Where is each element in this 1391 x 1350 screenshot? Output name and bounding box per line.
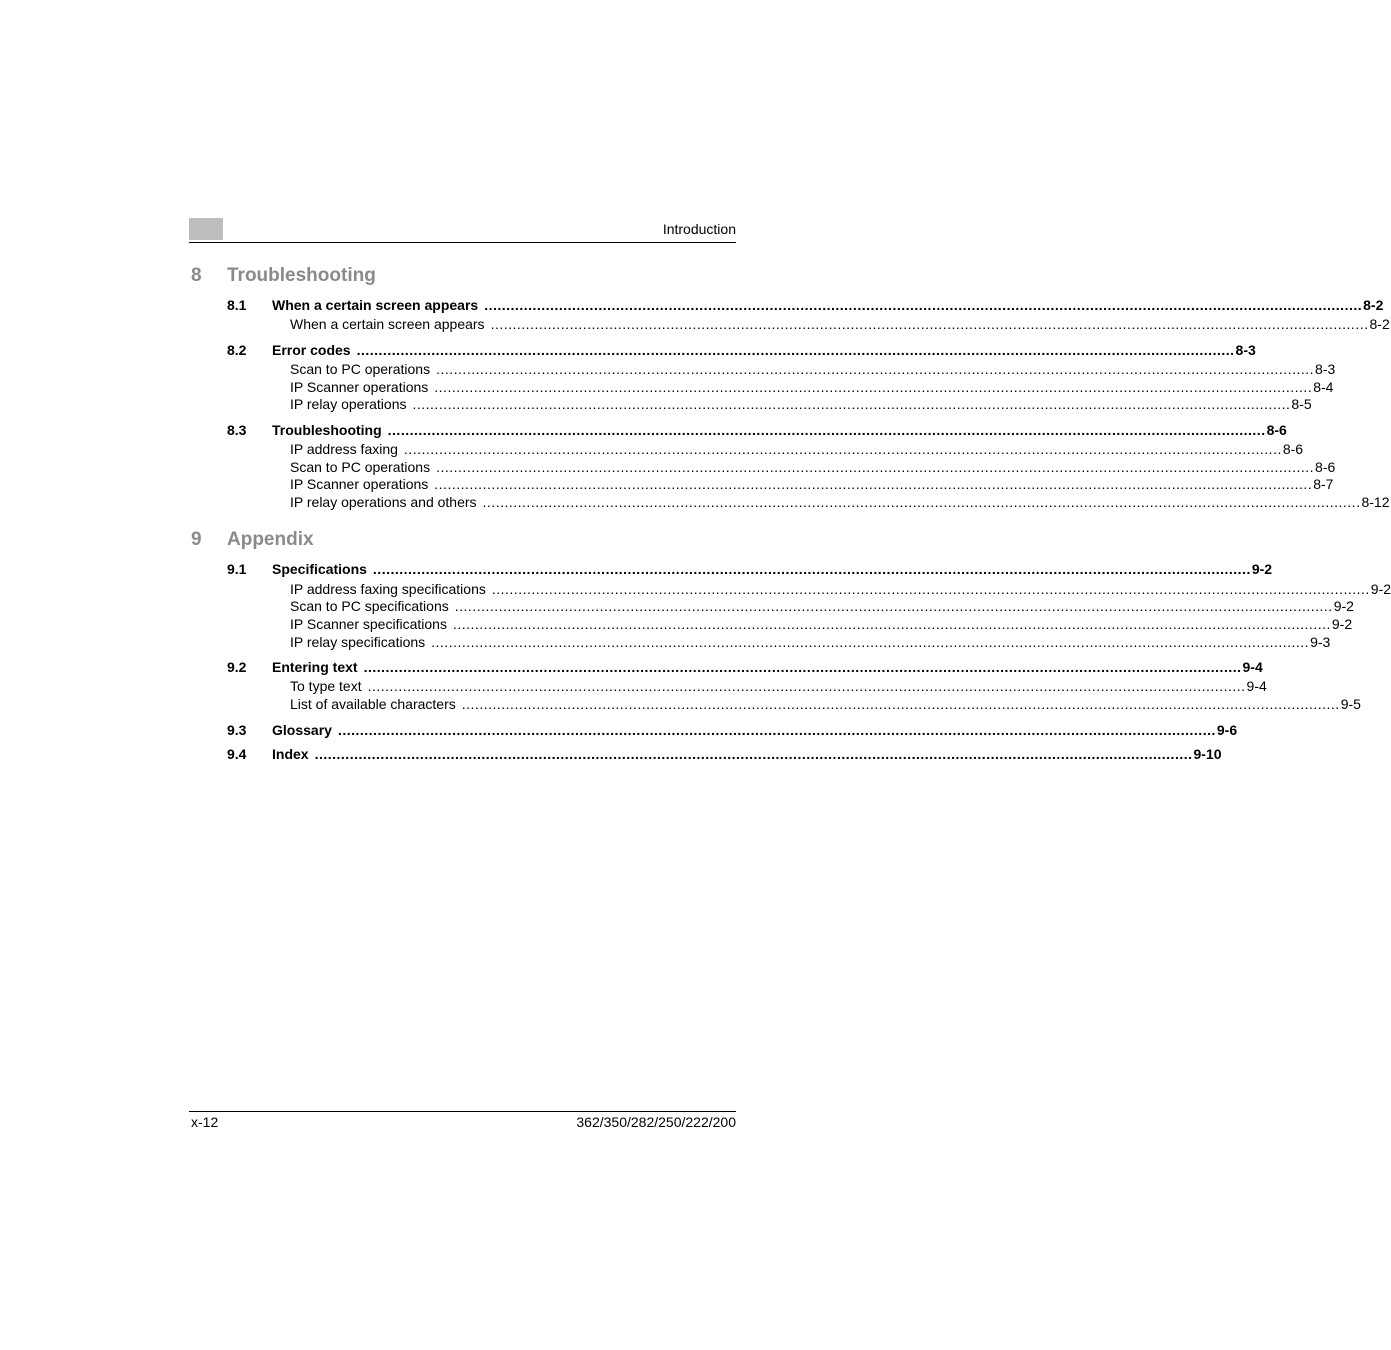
chapter-heading-9 — [189, 529, 736, 553]
page-ref: 8-7 — [1313, 476, 1334, 492]
page-ref: 8-3 — [1315, 361, 1336, 377]
chapter-title: Troubleshooting — [227, 265, 376, 286]
entry-title: Scan to PC operations — [290, 459, 431, 475]
entry-title: Scan to PC specifications — [290, 598, 449, 614]
page-ref: 9-4 — [1246, 678, 1267, 694]
page-ref: 8-12 — [1361, 494, 1390, 510]
toc-section-9-3[interactable] — [227, 721, 1238, 739]
page-ref: 9-3 — [1310, 634, 1331, 650]
toc-entry[interactable] — [227, 677, 1267, 695]
dot-leader: ........................................................................................................................................................................................................ — [482, 494, 1361, 510]
section-title: Entering text — [272, 659, 358, 675]
section-title: Glossary — [272, 722, 332, 738]
entry-title: IP relay operations and others — [290, 494, 477, 510]
dot-leader: ........................................................................................................................................................................................................ — [337, 722, 1216, 738]
toc-entry[interactable] — [227, 458, 1336, 476]
entry-title: IP address faxing specifications — [290, 581, 486, 597]
dot-leader: ........................................................................................................................................................................................................ — [454, 598, 1333, 614]
chapter-title: Appendix — [227, 529, 314, 550]
toc-entry[interactable] — [227, 615, 1353, 633]
dot-leader: ........................................................................................................................................................................................................ — [356, 342, 1235, 358]
page-ref: 8-6 — [1282, 441, 1304, 457]
page-ref: 8-6 — [1315, 459, 1336, 475]
page-ref: 9-5 — [1340, 696, 1361, 712]
section-number: 9.4 — [227, 746, 247, 762]
section-number: 9.2 — [227, 659, 247, 675]
entry-title: List of available characters — [290, 696, 456, 712]
toc-entry[interactable] — [227, 378, 1334, 396]
toc-section-8-2[interactable] — [227, 341, 1256, 359]
page-ref: 9-2 — [1333, 598, 1354, 614]
entry-title: IP Scanner specifications — [290, 616, 447, 632]
section-number: 9.1 — [227, 561, 247, 577]
dot-leader: ........................................................................................................................................................................................................ — [452, 616, 1331, 632]
dot-leader: ........................................................................................................................................................................................................ — [314, 746, 1193, 762]
dot-leader: ........................................................................................................................................................................................................ — [434, 379, 1313, 395]
dot-leader: ........................................................................................................................................................................................................ — [436, 459, 1315, 475]
entry-title: IP Scanner operations — [290, 379, 429, 395]
page-ref: 8-2 — [1369, 316, 1390, 332]
toc-entry[interactable] — [227, 475, 1334, 493]
entry-title: IP Scanner operations — [290, 476, 429, 492]
dot-leader: ........................................................................................................................................................................................................ — [490, 316, 1369, 332]
dot-leader: ........................................................................................................................................................................................................ — [436, 361, 1315, 377]
page-ref: 8-2 — [1363, 297, 1384, 313]
section-title: Index — [272, 746, 309, 762]
toc-entry[interactable] — [227, 395, 1312, 413]
entry-title: Scan to PC operations — [290, 361, 431, 377]
toc-entry[interactable] — [227, 580, 1391, 598]
page-ref: 8-5 — [1291, 396, 1312, 412]
dot-leader: ........................................................................................................................................................................................................ — [431, 634, 1310, 650]
toc-entry[interactable] — [227, 315, 1390, 333]
section-number: 8.2 — [227, 342, 247, 358]
toc-section-8-1[interactable] — [227, 296, 1384, 314]
dot-leader: ........................................................................................................................................................................................................ — [363, 659, 1242, 675]
dot-leader: ........................................................................................................................................................................................................ — [412, 396, 1291, 412]
dot-leader: ........................................................................................................................................................................................................ — [367, 678, 1246, 694]
section-title: Troubleshooting — [272, 422, 382, 438]
dot-leader: ........................................................................................................................................................................................................ — [491, 581, 1370, 597]
page-ref: 9-2 — [1251, 561, 1273, 577]
toc-section-8-3[interactable] — [227, 421, 1287, 439]
dot-leader: ........................................................................................................................................................................................................ — [372, 561, 1251, 577]
toc-section-9-2[interactable] — [227, 658, 1263, 676]
section-title: When a certain screen appears — [272, 297, 479, 313]
toc-entry[interactable] — [227, 360, 1336, 378]
page-ref: 8-6 — [1266, 422, 1287, 438]
footer-divider — [189, 1111, 736, 1112]
section-number: 9.3 — [227, 722, 247, 738]
page-ref: 8-3 — [1235, 342, 1256, 358]
toc-section-9-1[interactable] — [227, 560, 1273, 578]
dot-leader: ........................................................................................................................................................................................................ — [434, 476, 1313, 492]
page-ref: 9-2 — [1370, 581, 1391, 597]
entry-title: To type text — [290, 678, 362, 694]
section-number: 8.1 — [227, 297, 247, 313]
section-number: 8.3 — [227, 422, 247, 438]
entry-title: IP address faxing — [290, 441, 398, 457]
toc-section-9-4[interactable] — [227, 745, 1222, 763]
toc-entry[interactable] — [227, 633, 1331, 651]
dot-leader: ........................................................................................................................................................................................................ — [387, 422, 1266, 438]
chapter-number: 8 — [191, 265, 202, 286]
page-ref: 9-4 — [1242, 659, 1263, 675]
dot-leader: ........................................................................................................................................................................................................ — [484, 297, 1363, 313]
entry-title: IP relay specifications — [290, 634, 426, 650]
page-ref: 9-10 — [1193, 746, 1222, 762]
footer-model-list: 362/350/282/250/222/200 — [576, 1114, 736, 1130]
dot-leader: ........................................................................................................................................................................................................ — [403, 441, 1282, 457]
chapter-number: 9 — [191, 529, 202, 550]
toc-entry[interactable] — [227, 695, 1361, 713]
chapter-heading-8 — [189, 265, 736, 289]
toc-entry[interactable] — [227, 440, 1304, 458]
section-title: Error codes — [272, 342, 351, 358]
header-title: Introduction — [662, 221, 736, 237]
header-divider — [189, 242, 736, 243]
toc-entry[interactable] — [227, 493, 1390, 511]
toc-entry[interactable] — [227, 597, 1354, 615]
page-ref: 8-4 — [1313, 379, 1334, 395]
entry-title: When a certain screen appears — [290, 316, 485, 332]
section-title: Specifications — [272, 561, 367, 577]
dot-leader: ........................................................................................................................................................................................................ — [461, 696, 1340, 712]
page-ref: 9-2 — [1331, 616, 1353, 632]
entry-title: IP relay operations — [290, 396, 407, 412]
footer-page-number: x-12 — [191, 1114, 219, 1130]
header-tab-marker — [189, 218, 223, 240]
page-ref: 9-6 — [1216, 722, 1238, 738]
